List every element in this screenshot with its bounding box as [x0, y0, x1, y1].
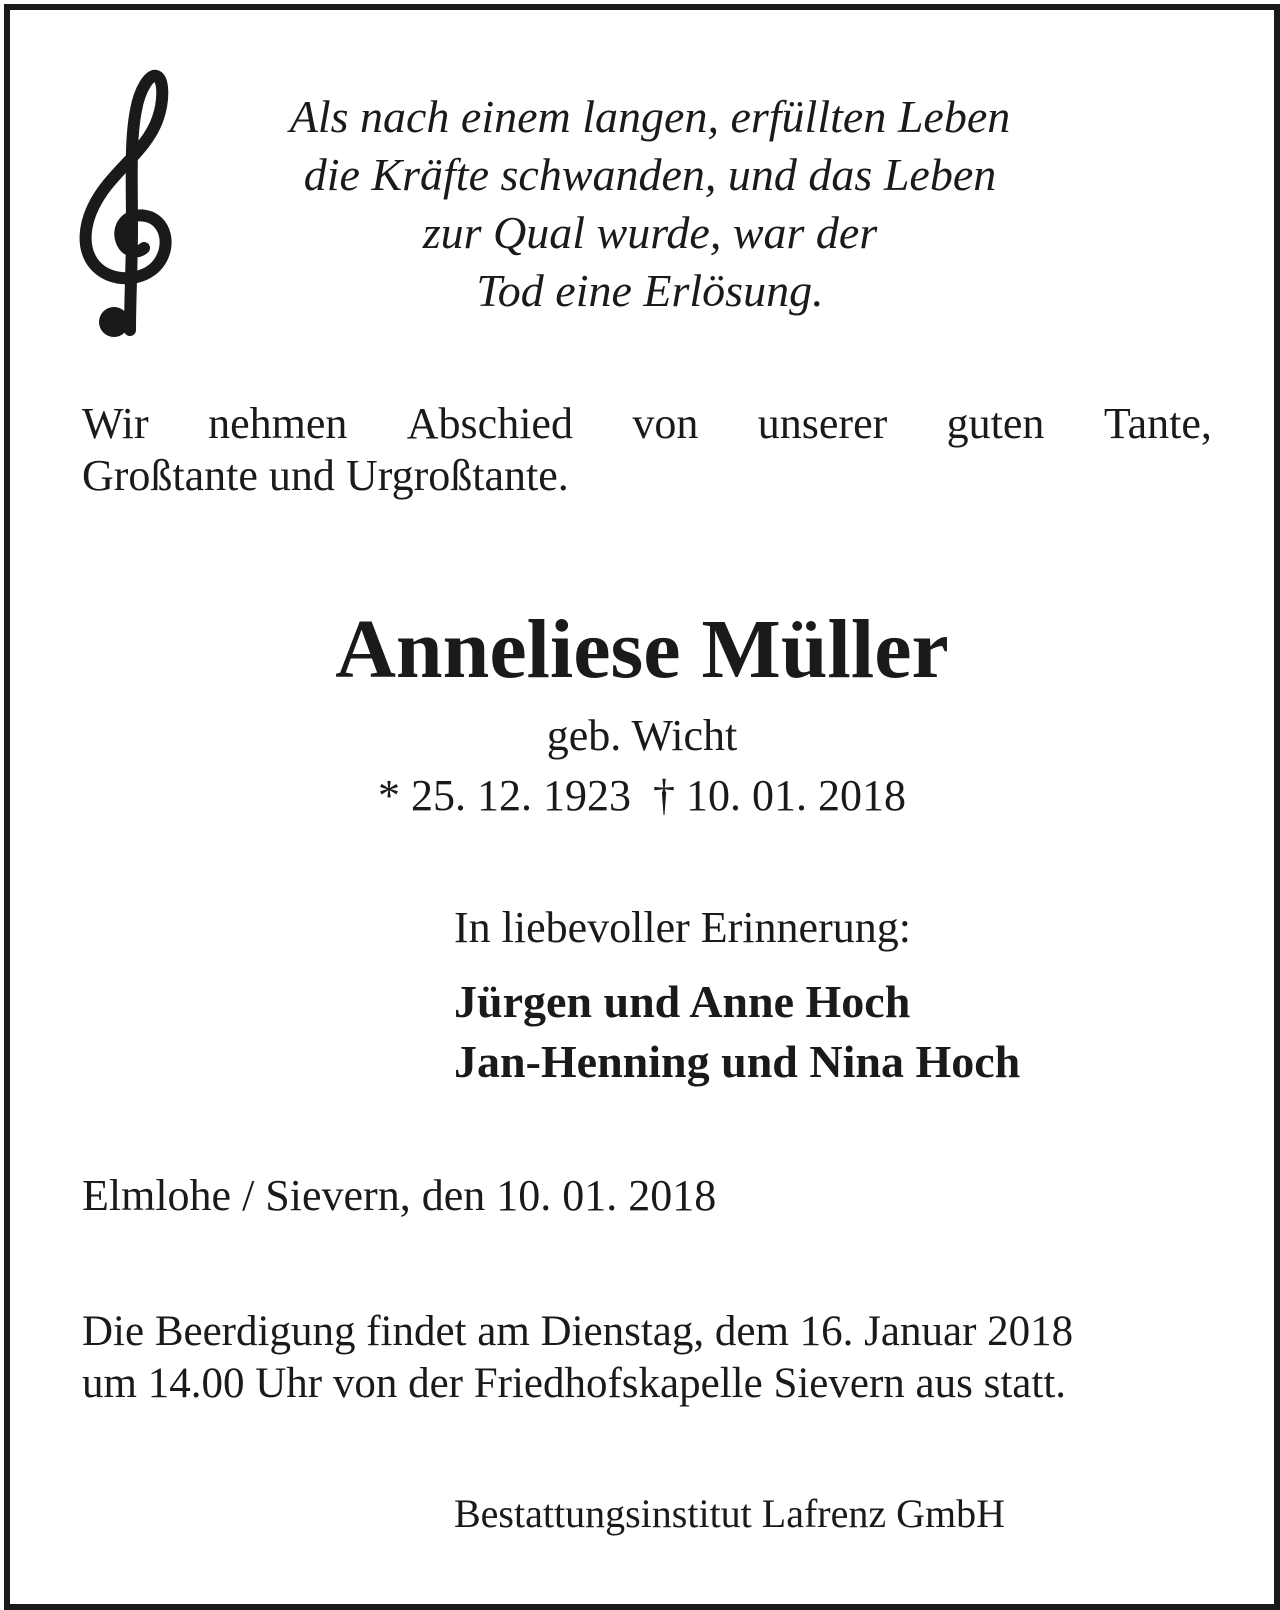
mourner-entry: Jan-Henning und Nina Hoch — [454, 1036, 1021, 1087]
farewell-word: Tante, — [1103, 399, 1212, 448]
place-date: Elmlohe / Sievern, den 10. 01. 2018 — [82, 1171, 717, 1220]
maiden-name: geb. Wicht — [546, 711, 738, 760]
farewell-word: von — [632, 399, 699, 448]
treble-clef-icon — [66, 60, 184, 340]
funeral-notice — [82, 1306, 1212, 1410]
verse — [210, 88, 1090, 320]
verse-line: Als nach einem langen, erfüllten Leben — [289, 91, 1011, 142]
memory-intro: In liebevoller Erinnerung: — [454, 903, 911, 952]
farewell-line-1 — [82, 398, 1212, 450]
undertaker-name: Bestattungsinstitut Lafrenz GmbH — [454, 1491, 1006, 1536]
verse-line: die Kräfte schwanden, und das Leben — [303, 149, 997, 200]
farewell-text — [82, 398, 1212, 502]
verse-line: Tod eine Erlösung. — [476, 265, 824, 316]
farewell-word: guten — [946, 399, 1045, 448]
funeral-line-2: um 14.00 Uhr von der Friedhofskapelle Sievern aus statt. — [82, 1360, 1067, 1407]
farewell-word: Abschied — [406, 399, 573, 448]
farewell-word: nehmen — [208, 399, 348, 448]
funeral-line-1: Die Beerdigung findet am Dienstag, dem 16. Januar 2018 — [82, 1308, 1074, 1355]
farewell-word: Wir — [82, 399, 149, 448]
farewell-word: unserer — [757, 399, 888, 448]
obituary-frame — [4, 4, 1280, 1610]
deceased-name: Anneliese Müller — [335, 603, 949, 696]
verse-line: zur Qual wurde, war der — [422, 207, 878, 258]
life-dates: * 25. 12. 1923 † 10. 01. 2018 — [378, 771, 906, 820]
mourners-list — [454, 972, 1020, 1092]
mourner-entry: Jürgen und Anne Hoch — [454, 976, 911, 1027]
farewell-line-2: Großtante und Urgroßtante. — [82, 451, 569, 500]
